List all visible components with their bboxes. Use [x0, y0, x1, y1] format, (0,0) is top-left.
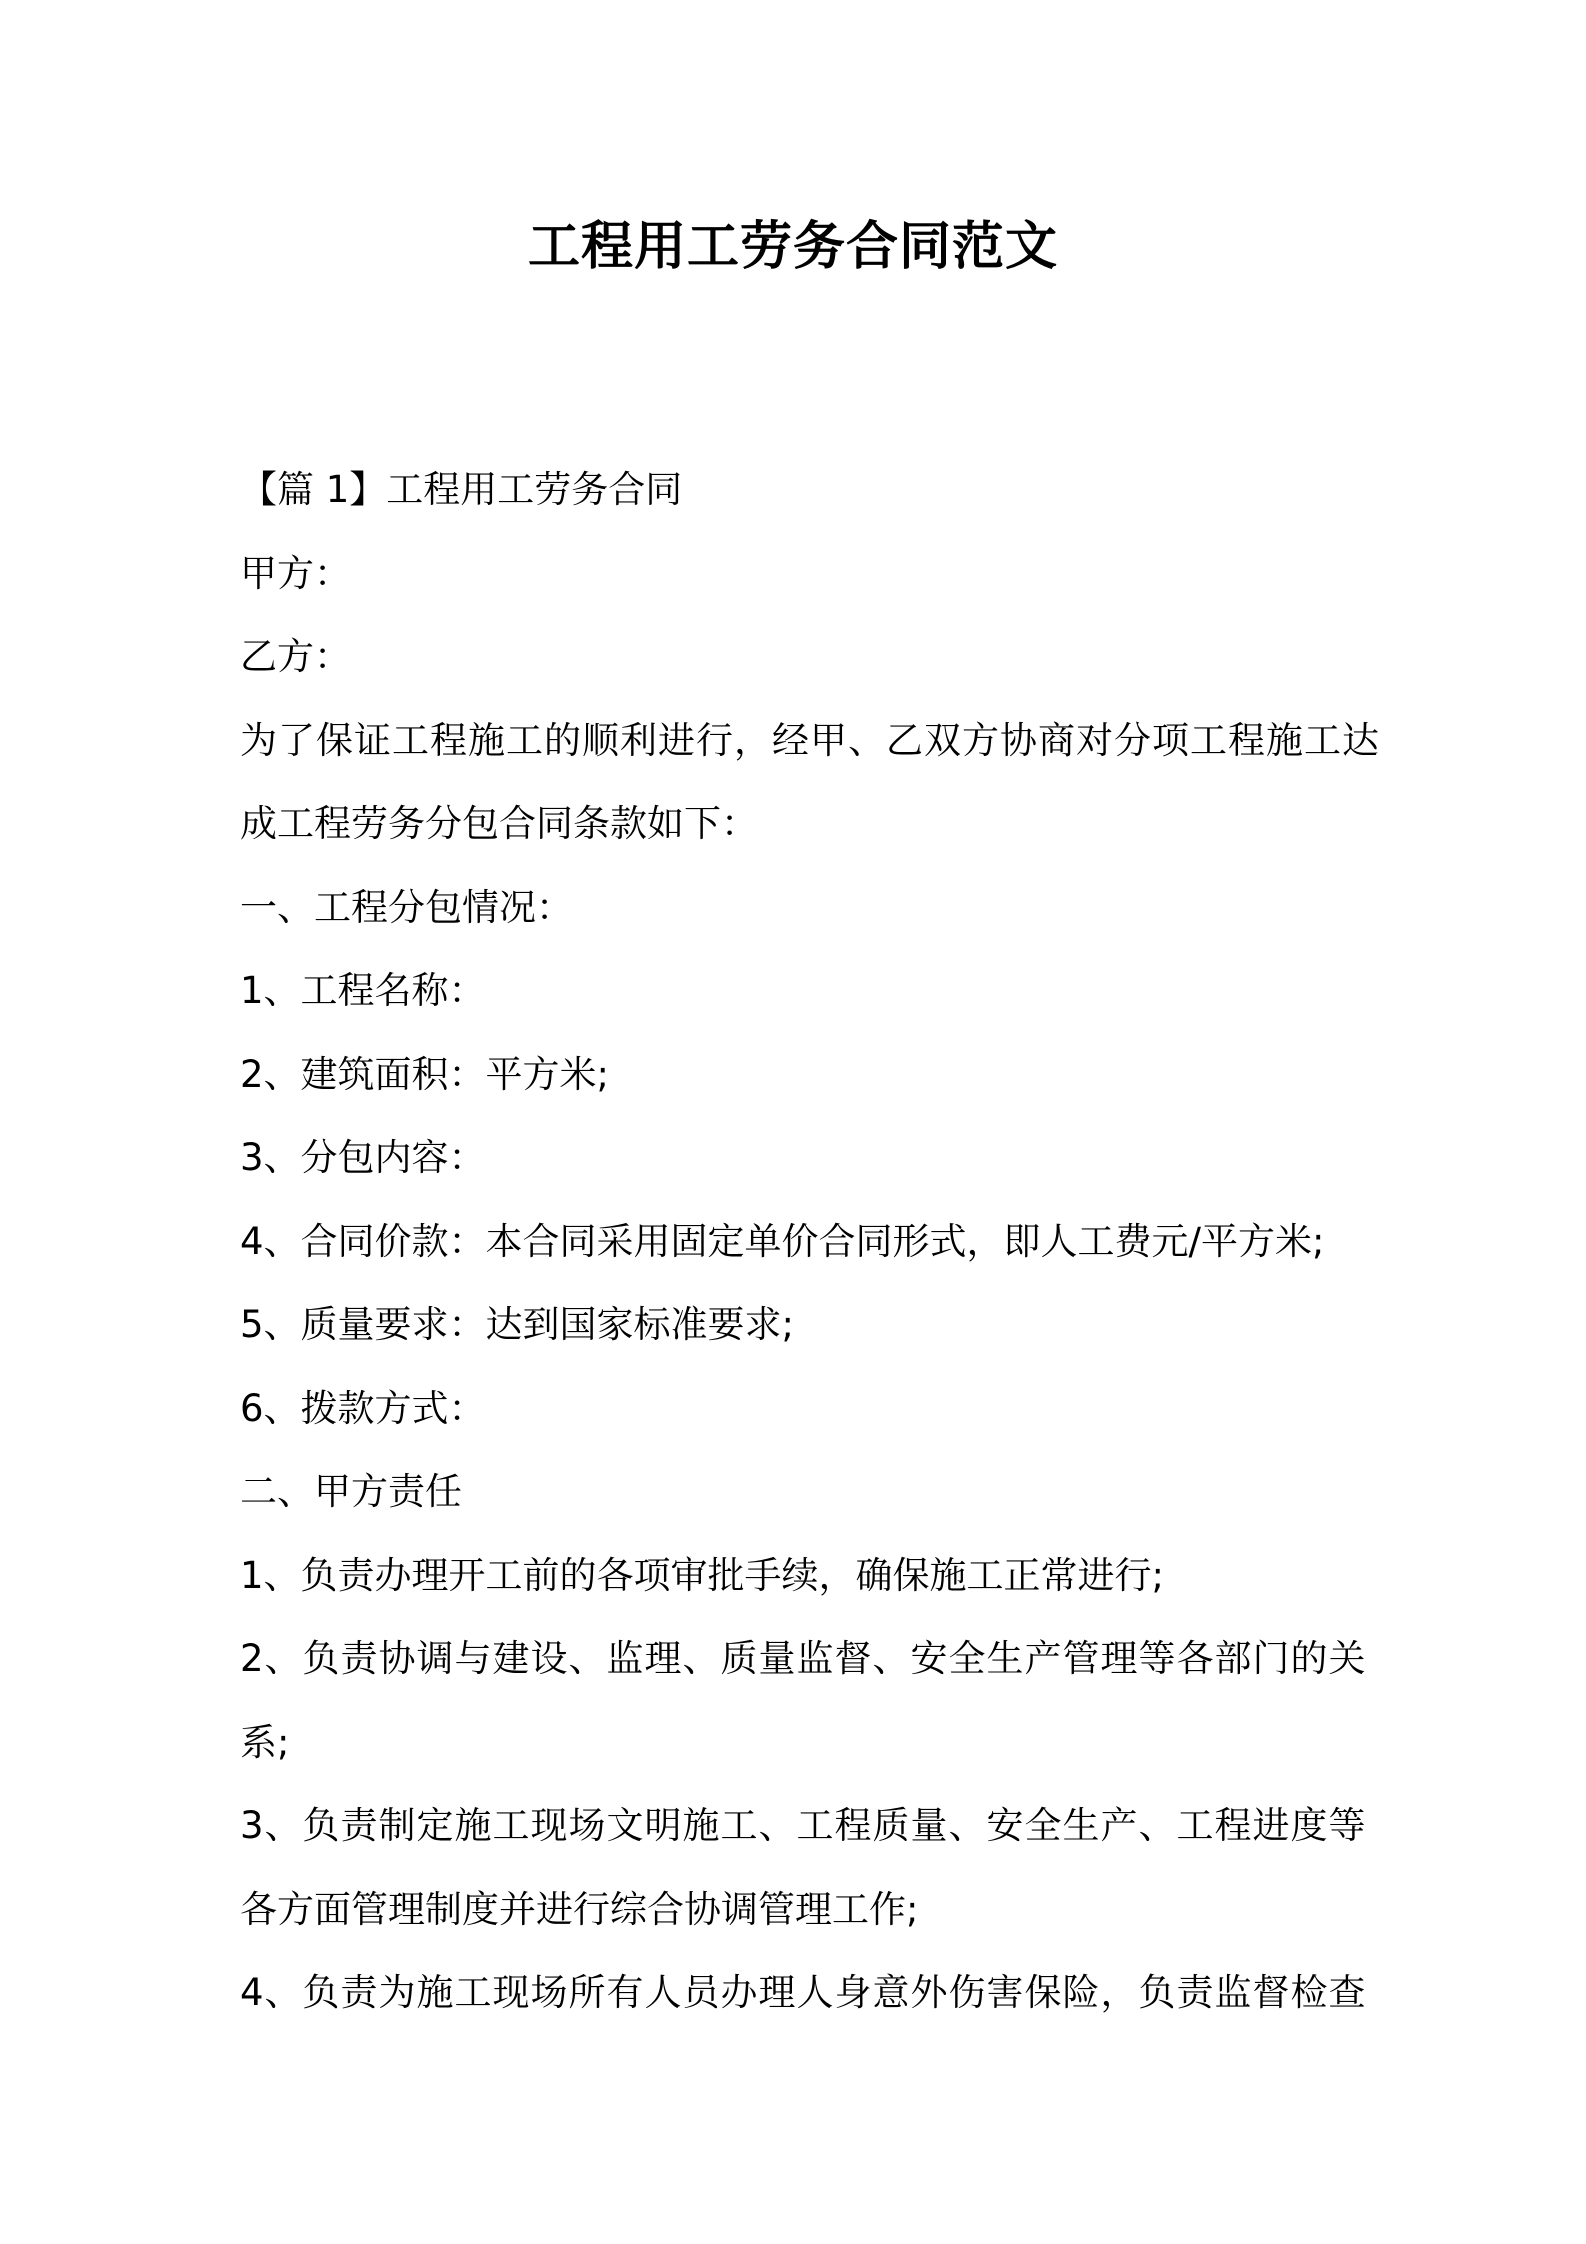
clause-item-continuation: 系; [240, 1720, 290, 1764]
clause-heading-1: 一、工程分包情况： [240, 885, 573, 929]
clause-item-continuation: 各方面管理制度并进行综合协调管理工作; [240, 1887, 919, 1931]
clause-heading-2: 二、甲方责任 [240, 1470, 462, 1513]
clause-item: 2、建筑面积：平方米; [240, 1052, 610, 1096]
clause-item: 3、负责制定施工现场文明施工、工程质量、安全生产、工程进度等 [240, 1804, 1367, 1847]
clause-item: 3、分包内容： [240, 1136, 486, 1179]
clause-item: 1、负责办理开工前的各项审批手续，确保施工正常进行; [240, 1553, 1165, 1597]
document-title: 工程用工劳务合同范文 [527, 217, 1058, 277]
clause-item: 6、拨款方式： [240, 1386, 486, 1430]
preamble-line-1: 为了保证工程施工的顺利进行，经甲、乙双方协商对分项工程施工达 [240, 718, 1380, 762]
document-body [240, 448, 1380, 2035]
clause-item: 4、合同价款：本合同采用固定单价合同形式，即人工费元/平方米; [240, 1219, 1325, 1263]
preamble-line-2: 成工程劳务分包合同条款如下： [240, 802, 758, 845]
party-b-line: 乙方： [240, 635, 351, 678]
section-heading-part-1: 【篇 1】工程用工劳务合同 [240, 468, 683, 511]
clause-item: 5、质量要求：达到国家标准要求; [240, 1303, 795, 1346]
party-a-line: 甲方： [240, 551, 351, 595]
clause-item: 2、负责协调与建设、监理、质量监督、安全生产管理等各部门的关 [240, 1637, 1367, 1680]
clause-item: 4、负责为施工现场所有人员办理人身意外伤害保险，负责监督检查 [240, 1971, 1367, 2014]
clause-item: 1、工程名称： [240, 969, 486, 1012]
